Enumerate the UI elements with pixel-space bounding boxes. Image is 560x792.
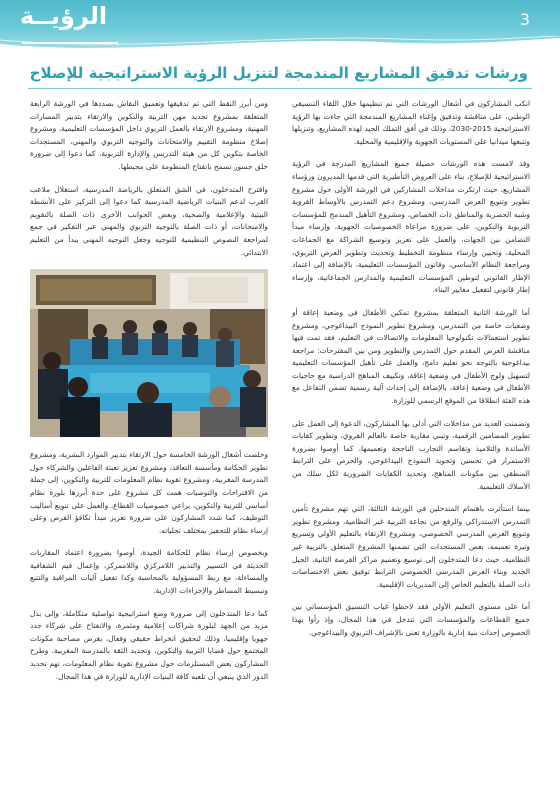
paragraph: واقترح المتدخلون، في الشق المتعلق بالرياضة المدرسية، استغلال ملاعب القرب لدعم البنيات الرياضية المدرسية كما دعوا إلى التركيز على الأنشطة البيئية والإعلامية والصحية، وبعض الجوانب الأخرى ذات الصلة بالتقويم والامتحانات، أو ذات الصلة بالتوجيه التربوي والمهني عبر التفكير في جمع لمراجعة النصوص التنظيمية للتوجيه وجعل التوجيه المهني يبدأ من التعليم الابتدائي.: [30, 184, 268, 257]
workshop-photo-illustration: [30, 269, 268, 437]
article-title: ورشات تدقيق المشاريع المندمجة لتنزيل الرؤية الاستراتيجية للإصلاح: [29, 64, 528, 82]
right-column: [292, 98, 530, 649]
title-rule: [22, 42, 118, 44]
paragraph: بينما استأثرت باهتمام المتدخلين في الورشة الثالثة، التي تهم مشروع تأمين التمدرس الاستدراكي والرفع من نجاعة التربية غير النظامية، ومشروع تطوير وتنويع العرض المدرسي الخصوصي، ومشروع الارتقاء بالتعليم الأولي وتسريع وتيرة تعميمه، بعض المستجدات التي تضمنها المشروع المتعلق بالتربية غير النظامية، حيث دعا المتدخلون إلى توسيع وتعميم مراكز الفرصة الثانية، الجيل الجديد وبناء العرض المدرسي الخصوصي الترابط توفيق بعض الاختصاصات ذات الصلة بالتعليم الخاص إلى المديريات الإقليمية.: [292, 504, 530, 589]
paragraph: وقد لامست هذه الورشات حصيلة جميع المشاريع المدرجة في الرؤية الاستراتيجية للإصلاح، بناء على العروض التأطيرية التي قدمها المديرون ورؤساء المشاريع، حيث ارتكزت مداخلات المشاركين في الورشة الأولى حول مشروع تطوير وتنويع العرض المدرسي، ومشروع دعم التمدرس بالأوساط القروية وشبه الحضرية والمناطق ذات الخصاص، ومشروع التأهيل المندمج للمؤسسات التربوية والتكوين، على ضرورة مراعاة الخصوصيات الجهوية، وإرساء مبدأ التضامن بين الجهات، والعمل على تعزيز وتوسيع الشراكة مع الجماعات المحلية، وتحيين وإرساء منظومة التخطيط وتحديث وتطوير العرض التربوي، ومراجعة النظام الأساسي، وقانون المؤسسات التعليمية، بالإضافة إلى اعتماد الإطار القانوني لتوطين المؤسسات التعليمية والمدارس الجماعاتية، وإرساء إطار قانوني لتفعيل معايير البناء.: [292, 159, 530, 295]
paragraph: أما على مستوى التعليم الأولي فقد لاحظوا غياب التنسيق المؤسساتي بين جميع القطاعات والمؤسسات التي تتدخل في هذا المجال، وإذ رأوا بهذا الخصوص إحداث بنية إدارية بالوزارة تعنى بالإشراف التربوي والبيداغوجي.: [292, 602, 530, 637]
magazine-title: الرؤيــة: [20, 2, 108, 30]
title-underline: [28, 88, 532, 89]
header-swoosh: [0, 36, 560, 58]
paragraph: ومن أبرز النقط التي تم تدقيقها وتعميق النقاش بصددها في الورشة الرابعة المتعلقة بمشروع تجديد مهن التربية والتكوين والارتقاء بتدبير المسارات المهنية، ومشروع الارتقاء بالعمل التربوي داخل المؤسسات التعليمية، ومشروع إصلاح منظومة التقييم والامتحانات والتوجيه التربوي والمهني، المستجدات الخاصة بتكوين كل من هيئة التدريس والإدارة التربوية، كما دعوا إلى ضرورة خلق جسور تسمح بانفتاح المنظومة على محيطها.: [30, 99, 268, 171]
left-column: [30, 98, 268, 693]
page-number: 3: [519, 10, 530, 29]
paragraph: كما دعا المتدخلون إلى ضرورة وضع استراتيجية تواصلية متكاملة، وإلى بذل مزيد من الجهد لبلورة شراكات إعلامية ومثمرة، والانفتاح على شركاء جدد جهويا وإقليميا، وذلك لتحقيق انخراط حقيقي وفعال، بغرض مصاحبة مكونات المجتمع حول قضايا التربية والتكوين، وتجديد الثقة بالمدرسة المغربية. وطرح المشاركون بعض المستلزمات حول مشروع تقوية نظام المعلومات، تهم تحديد الدور الذي ينبغي أن تلعبه كافة البنيات الإدارية للوزارة في هذا المجال.: [30, 608, 268, 681]
paragraph: وخلصت أشغال الورشة الخامسة حول الارتقاء بتدبير الموارد البشرية، ومشروع تطوير الحكامة ومأسسة التعاقد، ومشروع تعزيز تعبئة الفاعلين والشركاء حول المدرسة المغربية، ومشروع تقوية نظام المعلومات للتربية والتكوين، إلى جملة من الاقتراحات والتوصيات همت كل مشروع على حدة أبرزها بلورة نظام أساسي للتربية والتكوين، يراعي خصوصيات القطاع، والعمل على تنويع أساليب التوظيف، كما شدد المشاركون على ضرورة تعزيز مبدأ تكافؤ الفرص وعلى إرساء نظام للتحفيز بمختلف تجلياته.: [30, 450, 268, 535]
workshop-photo: [30, 269, 268, 437]
paragraph: انكب المشاركون في أشغال الورشات التي تم تنظيمها خلال اللقاء التنسيقي الوطني، على مناقشة وتدقيق وإغناء المشاريع المندمجة التي جاءت بها الرؤية الاستراتيجية 2015-2030، وذلك في أفق التملك الجيد لهذه المشاريع، وتنزيلها وتتبعها ميدانيا على المستويات الجهوية والإقليمية والمحلية.: [292, 99, 530, 146]
header-band: [0, 0, 560, 52]
paragraph: وتضمنت العديد من مداخلات التي أدلى بها المشاركون، الدعوة إلى العمل على تطوير المضامين الرقمية، وتبني مقاربة خاصة بالعالم القروي، وتطوير كفايات الأساتذة والتلاميذ وتقاسم التجارب الناجحة وتعميمها، كما أوصوا بضرورة الاستمرار في تحسين وتجويد النموذج البيداغوجي، والحرص على الترابط المنطقي بين مكونات المناهج، وتحديد الكفايات الضرورية لكل سلك من الأسلاك التعليمية.: [292, 418, 530, 491]
paragraph: أما الورشة الثانية المتعلقة بمشروع تمكين الأطفال في وضعية إعاقة أو وضعيات خاصة من التمدرس، ومشروع تطوير النموذج البيداغوجي، ومشروع تطوير استعمالات تكنولوجيا المعلومات والاتصالات في التعليم، فقد تمت فيها مناقشة العرض المقدم حول التمدرس والتطوير ومن بين المقترحات: مراجعة بيداغوجية بالتوجه نحو تعليم دامج، والعمل على تأهيل المؤسسات التعليمية لتسهيل ولوج الأطفال في وضعية إعاقة، وتكييف المناهج الدراسية مع حاجيات الأطفال في وضعية إعاقة، بالإضافة إلى إحداث آلية رسمية تضمن التفاعل مع هذه الفئة انطلاقا من الموقع الرسمي للوزارة.: [292, 307, 530, 406]
paragraph: وبخصوص إرساء نظام للحكامة الجيدة، أوصوا بضرورة اعتماد المقاربات الحديثة في التسيير والتدبير اللامركزي واللاممركز، وإعمال قيم الشفافية والمساءلة، مع ربط المسؤولية بالمحاسبة وكذا تفعيل آليات المراقبة والتتبع وتبسيط المساطر والإجراءات الإدارية.: [30, 548, 268, 596]
